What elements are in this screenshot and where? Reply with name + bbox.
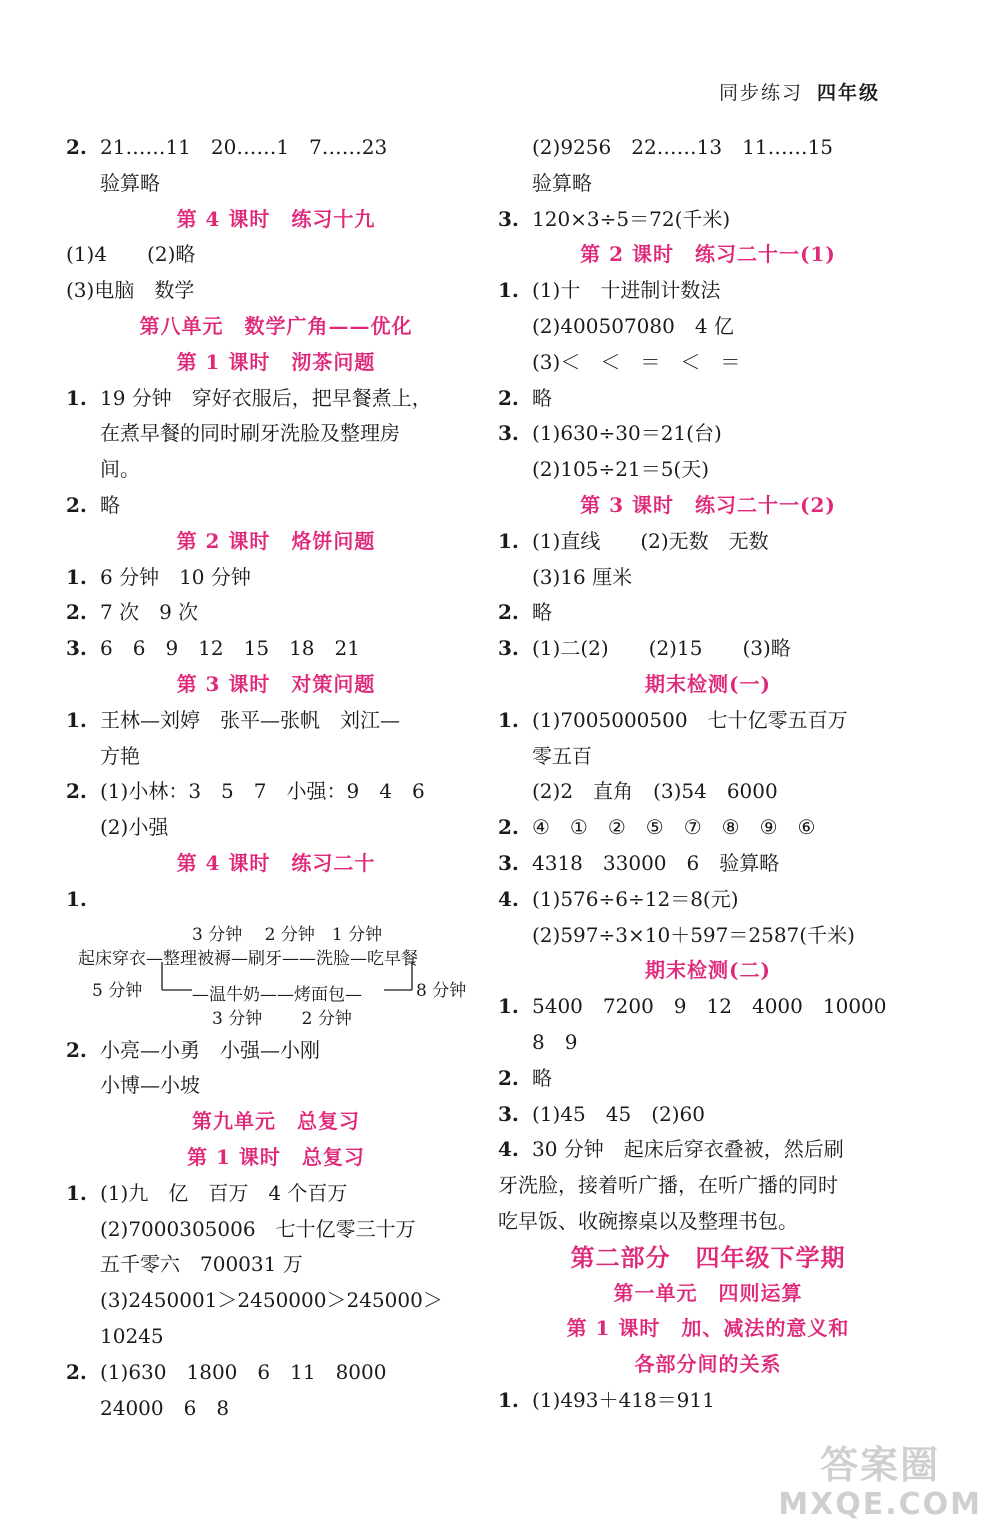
item-number: 2.: [66, 492, 87, 517]
watermark-logo: [778, 1445, 982, 1525]
answer-text: (1)493＋418＝911: [532, 1387, 715, 1412]
item-number: 1.: [66, 385, 87, 410]
diagram-left-time: 5 分钟: [92, 980, 143, 1001]
answer-line: (2)7000305006 七十亿零三十万: [100, 1216, 416, 1241]
item-number: 2.: [66, 1359, 87, 1384]
answer-text: (1)630 1800 6 11 8000: [100, 1359, 387, 1384]
answer-line: [66, 595, 486, 631]
answer-text: 30 分钟 起床后穿衣叠被，然后刷: [532, 1137, 844, 1162]
answer-line: 牙洗脸，接着听广播，在听广播的同时: [498, 1173, 838, 1198]
answer-line: [66, 703, 486, 739]
diagram-connectors: [66, 918, 486, 1033]
answer-line: [498, 595, 918, 631]
header-title: 同步练习: [718, 82, 803, 104]
answer-line: 在煮早餐的同时刷牙洗脸及整理房: [100, 421, 400, 446]
answer-line: (3)2450001＞2450000＞245000＞: [100, 1288, 443, 1313]
section-title: 期末检测(二): [645, 958, 771, 983]
answer-line: [66, 560, 486, 596]
answer-text: 7 次 9 次: [100, 600, 199, 625]
answer-line: 10245: [100, 1323, 164, 1348]
answer-line: 验算略: [100, 170, 160, 195]
answer-text: (1)630÷30＝21(台): [532, 421, 722, 446]
answer-line: [498, 1097, 918, 1133]
answer-line: [498, 882, 918, 918]
item-number: 1.: [498, 528, 519, 553]
section-title: 第 3 课时 练习二十一(2): [580, 492, 836, 517]
item-number: 2.: [498, 385, 519, 410]
answer-text: (1)45 45 (2)60: [532, 1101, 706, 1126]
section-title: 第 1 课时 加、减法的意义和: [566, 1316, 850, 1341]
answer-line: [498, 846, 918, 882]
answer-line: [66, 381, 486, 417]
unit-title: 第八单元 数学广角——优化: [139, 313, 413, 338]
answer-line: 间。: [100, 457, 140, 482]
item-number: 2.: [66, 779, 87, 804]
item-number: 1.: [66, 564, 87, 589]
page-header: [719, 78, 880, 105]
answer-line: 五千零六 700031 万: [100, 1252, 303, 1277]
answer-line: [66, 774, 486, 810]
section-title: 第 4 课时 练习二十: [176, 850, 376, 875]
item-number: 2.: [498, 815, 519, 840]
item-number: 1.: [498, 707, 519, 732]
answer-text: 略: [100, 492, 120, 517]
answer-text: (1)直线 (2)无数 无数: [532, 528, 769, 553]
section-title: 第 4 课时 练习十九: [176, 206, 376, 231]
unit-title: 第一单元 四则运算: [613, 1280, 803, 1305]
answer-line: [498, 703, 918, 739]
item-number: 2.: [66, 1037, 87, 1062]
answer-line: 24000 6 8: [100, 1395, 230, 1420]
item-number: 2.: [498, 600, 519, 625]
answer-line: [66, 631, 486, 667]
diagram-mid-row: —温牛奶——烤面包—: [192, 984, 362, 1005]
item-number: 2.: [66, 600, 87, 625]
answer-line: [66, 130, 486, 166]
diagram-bottom-times: 3 分钟 2 分钟: [212, 1008, 352, 1029]
answer-text: 4318 33000 6 验算略: [532, 850, 780, 875]
section-title: 第 3 课时 对策问题: [176, 671, 376, 696]
answer-line: [498, 810, 918, 846]
answer-line: [498, 1061, 918, 1097]
answer-line: 小博—小坡: [100, 1073, 200, 1098]
answer-line: [66, 1033, 486, 1069]
answer-line: 验算略: [532, 170, 592, 195]
answer-line: [66, 1176, 486, 1212]
left-column: [66, 130, 486, 1426]
item-number: 3.: [498, 1101, 519, 1126]
answer-text: 21……11 20……1 7……23: [100, 135, 388, 159]
item-number: 4.: [498, 886, 519, 911]
answer-line: [498, 381, 918, 417]
item-number: 2.: [498, 1065, 519, 1090]
answer-line: [498, 631, 918, 667]
item-number: 3.: [498, 636, 519, 661]
diagram-right-time: 8 分钟: [416, 980, 467, 1001]
item-number: 3.: [498, 206, 519, 231]
answer-text: 6 6 9 12 15 18 21: [100, 636, 360, 661]
answer-text: (1)576÷6÷12＝8(元): [532, 886, 739, 911]
answer-text: 王林—刘婷 张平—张帆 刘江—: [100, 707, 400, 732]
answer-text: (1)7005000500 七十亿零五百万: [532, 707, 848, 732]
answer-line: (1)4 (2)略: [66, 242, 196, 267]
item-number: 4.: [498, 1137, 519, 1162]
answer-text: (1)九 亿 百万 4 个百万: [100, 1180, 348, 1205]
diagram-top-times: 3 分钟 2 分钟 1 分钟: [192, 924, 383, 945]
answer-line: (3)16 厘米: [532, 564, 633, 589]
answer-line: [498, 273, 918, 309]
answer-line: [498, 1383, 918, 1419]
answer-line: (2)小强: [100, 815, 169, 840]
right-column: [498, 130, 918, 1419]
item-number: 1.: [66, 886, 87, 911]
answer-text: 略: [532, 600, 552, 625]
section-title: 第 2 课时 烙饼问题: [176, 528, 376, 553]
answer-line: [498, 524, 918, 560]
schedule-diagram: [66, 918, 486, 1033]
item-number: 2.: [66, 135, 87, 159]
unit-title: 第九单元 总复习: [192, 1109, 360, 1134]
part-title: 第二部分 四年级下学期: [570, 1242, 846, 1272]
section-title: 期末检测(一): [645, 671, 771, 696]
answer-text: 略: [532, 1065, 552, 1090]
answer-line: [66, 488, 486, 524]
item-number: 1.: [498, 278, 519, 303]
watermark-brand: 答案圈: [820, 1443, 941, 1487]
answer-text: ④ ① ② ⑤ ⑦ ⑧ ⑨ ⑥: [532, 815, 816, 840]
answer-text: 120×3÷5＝72(千米): [532, 206, 731, 231]
item-number: 1.: [498, 1387, 519, 1412]
diagram-main-row: 起床穿衣—整理被褥—刷牙——洗脸—吃早餐: [78, 948, 418, 969]
section-title: 第 1 课时 总复习: [187, 1144, 365, 1169]
answer-line: (2)597÷3×10＋597＝2587(千米): [532, 922, 855, 947]
item-number: 3.: [66, 636, 87, 661]
answer-text: (1)二(2) (2)15 (3)略: [532, 636, 791, 661]
answer-line: (2)2 直角 (3)54 6000: [532, 779, 778, 804]
answer-line: (2)105÷21＝5(天): [532, 457, 710, 482]
answer-text: 小亮—小勇 小强—小刚: [100, 1037, 320, 1062]
answer-line: (2)9256 22……13 11……15: [532, 135, 834, 159]
answer-text: 5400 7200 9 12 4000 10000: [532, 994, 887, 1019]
watermark-domain: MXQE.COM: [778, 1487, 982, 1522]
answer-line: [498, 202, 918, 238]
answer-line: 零五百: [532, 743, 592, 768]
section-title-cont: 各部分间的关系: [634, 1352, 782, 1377]
item-number: 3.: [498, 850, 519, 875]
item-number: 1.: [66, 707, 87, 732]
answer-line: [66, 882, 486, 918]
header-grade: 四年级: [816, 82, 880, 104]
answer-text: 19 分钟 穿好衣服后，把早餐煮上，: [100, 385, 432, 410]
answer-text: 6 分钟 10 分钟: [100, 564, 251, 589]
answer-line: [498, 416, 918, 452]
answer-line: [498, 989, 918, 1025]
item-number: 1.: [66, 1180, 87, 1205]
section-title: 第 1 课时 沏茶问题: [176, 349, 376, 374]
answer-text: (1)十 十进制计数法: [532, 278, 721, 303]
answer-line: (2)400507080 4 亿: [532, 313, 734, 338]
item-number: 3.: [498, 421, 519, 446]
answer-line: (3)电脑 数学: [66, 278, 195, 303]
answer-text: 略: [532, 385, 552, 410]
answer-line: 方艳: [100, 743, 140, 768]
answer-line: [66, 1355, 486, 1391]
answer-text: (1)小林：3 5 7 小强：9 4 6: [100, 779, 425, 804]
answer-line: 吃早饭、收碗擦桌以及整理书包。: [498, 1208, 798, 1233]
answer-line: (3)＜ ＜ ＝ ＜ ＝: [532, 349, 741, 374]
answer-line: 8 9: [532, 1029, 578, 1054]
answer-line: [498, 1132, 918, 1168]
section-title: 第 2 课时 练习二十一(1): [580, 242, 836, 267]
item-number: 1.: [498, 994, 519, 1019]
